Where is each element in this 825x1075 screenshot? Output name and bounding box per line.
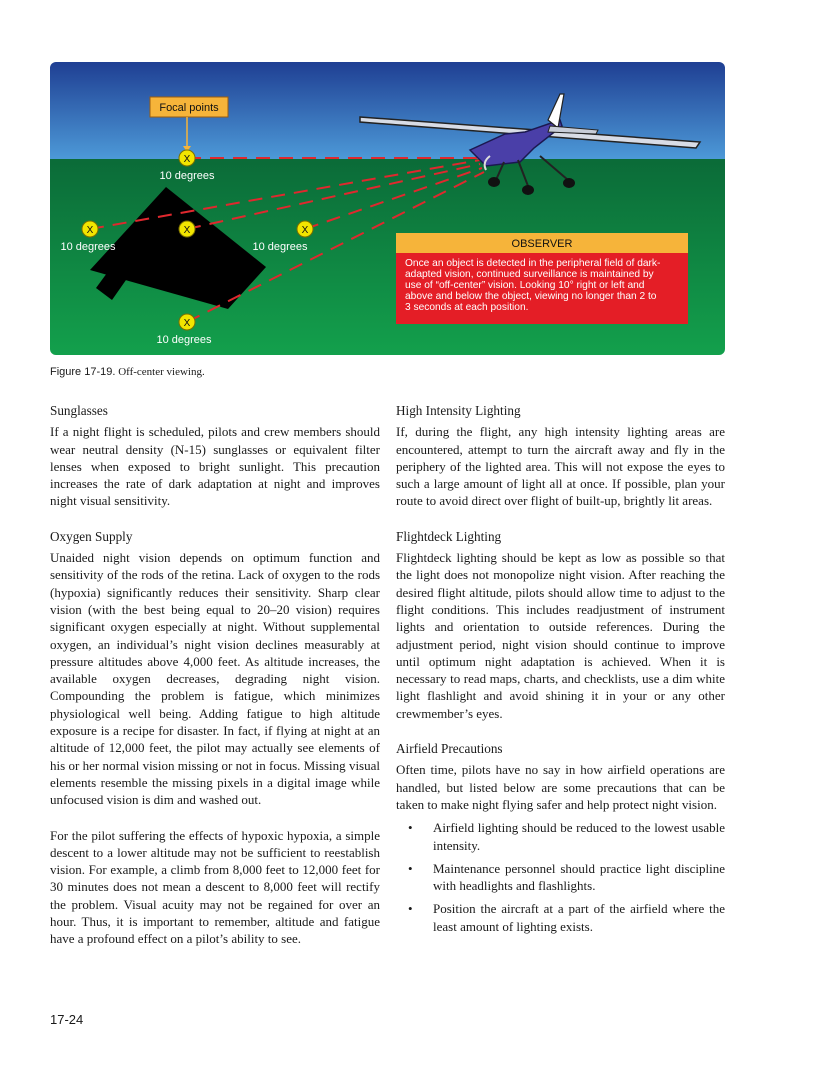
right-column [396, 402, 725, 941]
airfield-body: Often time, pilots have no say in how airfield operations are handled, but listed below are some precautions that can be taken to make night flying safer and help protect night vision. [396, 762, 725, 812]
page-number: 17-24 [50, 1012, 84, 1027]
airfield-bullet-list [396, 819, 725, 935]
bullet-text: Position the aircraft at a part of the airfield where the least amount of lighting exists. [433, 901, 725, 934]
focal-points-label: Focal points [159, 102, 219, 114]
flightdeck-heading: Flightdeck Lighting [396, 528, 502, 544]
caption-label: Figure 17-19. [50, 366, 116, 378]
oxygen-body-2: For the pilot suffering the effects of hypoxic hypoxia, a simple descent to a lower altitude may not be sufficient to reestablish vision. For example, a climb from 8,000 feet to 12,000 feet for 30 minutes does not mean a descent to 8,000 feet will rectify the problem. Visual acuity may not be regained for over an hour. Thus, it is important to remember, altitude and fatigue have a profound effect on a pilot’s ability to see. [50, 827, 380, 947]
observer-line-3: use of “off-center” vision. Looking 10° right or left and [405, 280, 645, 291]
degree-label-left: 10 degrees [60, 241, 116, 253]
figure-illustration [50, 62, 725, 355]
caption-text: Off-center viewing. [115, 366, 205, 378]
svg-text:X: X [301, 225, 309, 236]
svg-text:X: X [183, 225, 191, 236]
degree-label-bottom: 10 degrees [156, 334, 212, 346]
list-item [396, 860, 725, 895]
oxygen-heading: Oxygen Supply [50, 528, 133, 544]
oxygen-body-1: Unaided night vision depends on optimum function and sensitivity of the rods of the retina. Lack of oxygen to the rods (hypoxia) significantly reduces their sensitivity. Sharp clear vision (with the best being equal to 20–20 vision) requires significant oxygen especially at night. Without supplemental oxygen, an individual’s night vision declines measurably at pressure altitudes above 4,000 feet. As altitude increases, the available oxygen decreases, degrading night vision. Compounding the problem is fatigue, which minimizes physiological well being. Adding fatigue to high altitude exposure is a recipe for disaster. In fact, if flying at night at an altitude of 12,000 feet, the pilot may actually see elements of his or her normal vision missing or not in focus. Missing visual elements resemble the missing pixels in a digital image while unfocused vision is dim and washed out. [50, 550, 380, 808]
list-item [396, 819, 725, 854]
svg-text:X: X [183, 318, 191, 329]
sunglasses-heading: Sunglasses [50, 403, 108, 418]
svg-text:X: X [86, 225, 94, 236]
bullet-text: Maintenance personnel should practice light discipline with headlights and flashlights. [433, 860, 725, 894]
svg-text:X: X [183, 154, 191, 165]
left-column [50, 402, 380, 966]
high-intensity-body: If, during the flight, any high intensity lighting areas are encountered, attempt to turn the aircraft away and fly in the periphery of the lighted area. This will not expose the eyes to such a large amount of light all at once. If possible, plan your route to avoid direct over flight of built-up, brightly lit areas. [396, 424, 725, 509]
observer-title: OBSERVER [511, 238, 573, 250]
off-center-viewing-figure [50, 62, 725, 355]
bullet-icon: • [408, 860, 413, 876]
degree-label-right: 10 degrees [252, 241, 308, 253]
focal-marker-center [179, 221, 195, 237]
list-item [396, 900, 725, 935]
bullet-icon: • [408, 901, 413, 917]
sunglasses-body: If a night flight is scheduled, pilots and crew members should wear neutral density (N-15) sunglasses or equivalent filter lenses when exposed to bright sunlight. This precaution increases the rate of dark adaptation at night and improves night visual sensitivity. [50, 424, 380, 509]
observer-line-4: above and below the object, viewing no longer than 2 to [405, 291, 657, 302]
observer-line-1: Once an object is detected in the peripheral field of dark- [405, 258, 661, 269]
bullet-text: Airfield lighting should be reduced to the lowest usable intensity. [433, 820, 725, 853]
figure-caption [50, 366, 205, 378]
airfield-heading: Airfield Precautions [396, 741, 503, 757]
high-intensity-heading: High Intensity Lighting [396, 403, 521, 418]
observer-line-2: adapted vision, continued surveillance is maintained by [405, 269, 654, 280]
observer-line-5: 3 seconds at each position. [405, 302, 529, 313]
degree-label-top: 10 degrees [159, 170, 215, 182]
observer-box [396, 233, 688, 324]
flightdeck-body: Flightdeck lighting should be kept as low as possible so that the light does not monopolize night vision. After reaching the desired flight altitude, pilots should allow time to adjust to the flight conditions. This includes readjustment of instrument lights and orientation to outside references. During the adjustment period, night vision should continue to improve until optimum night adaptation is achieved. When it is necessary to read maps, charts, and checklists, use a dim white light flashlight and avoid shining it in your or any other crewmember’s eyes. [396, 550, 725, 721]
bullet-icon: • [408, 820, 413, 836]
